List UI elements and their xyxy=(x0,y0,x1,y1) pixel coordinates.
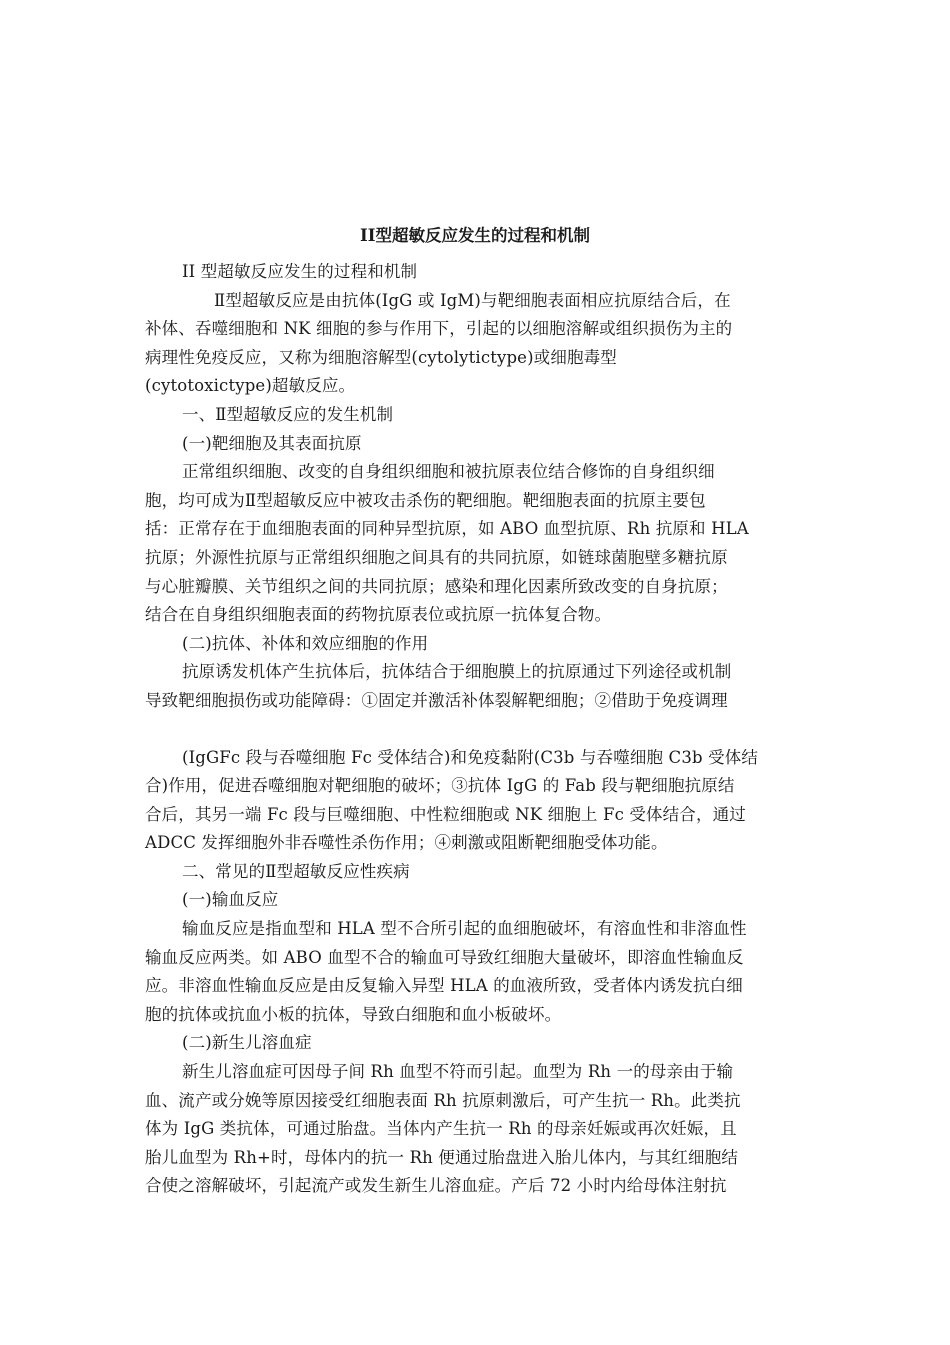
document-title: II型超敏反应发生的过程和机制 xyxy=(360,226,590,245)
paragraph-line: 胞的抗体或抗血小板的抗体，导致白细胞和血小板破坏。 xyxy=(145,1004,562,1024)
section-heading: 一、Ⅱ型超敏反应的发生机制 xyxy=(182,404,394,424)
paragraph-line: 抗原；外源性抗原与正常组织细胞之间具有的共同抗原，如链球菌胞壁多糖抗原 xyxy=(145,547,728,567)
paragraph-line: 病理性免疫反应，又称为细胞溶解型(cytolytictype)或细胞毒型 xyxy=(145,347,617,367)
paragraph-line: 胎儿血型为 Rh+时，母体内的抗一 Rh 便通过胎盘进入胎儿体内，与其红细胞结 xyxy=(145,1147,739,1167)
paragraph-line: 合)作用，促进吞噬细胞对靶细胞的破坏；③抗体 IgG 的 Fab 段与靶细胞抗原结 xyxy=(145,776,735,796)
paragraph-line: Ⅱ型超敏反应是由抗体(IgG 或 IgM)与靶细胞表面相应抗原结合后，在 xyxy=(214,290,731,310)
paragraph-line: 输血反应是指血型和 HLA 型不合所引起的血细胞破坏，有溶血性和非溶血性 xyxy=(182,919,747,939)
paragraph-line: 结合在自身组织细胞表面的药物抗原表位或抗原一抗体复合物。 xyxy=(145,605,612,625)
paragraph-line: 合使之溶解破坏，引起流产或发生新生儿溶血症。产后 72 小时内给母体注射抗 xyxy=(145,1176,727,1196)
paragraph-line: 与心脏瓣膜、关节组织之间的共同抗原；感染和理化因素所致改变的自身抗原； xyxy=(145,576,728,596)
paragraph-line: 括：正常存在于血细胞表面的同种异型抗原，如 ABO 血型抗原、Rh 抗原和 HLA xyxy=(145,519,749,539)
subsection-heading: (二)抗体、补体和效应细胞的作用 xyxy=(182,633,429,653)
paragraph-line: 输血反应两类。如 ABO 血型不合的输血可导致红细胞大量破坏，即溶血性输血反 xyxy=(145,947,744,967)
paragraph-line: 补体、吞噬细胞和 NK 细胞的参与作用下，引起的以细胞溶解或组织损伤为主的 xyxy=(145,319,733,339)
paragraph-line: 胞，均可成为Ⅱ型超敏反应中被攻击杀伤的靶细胞。靶细胞表面的抗原主要包 xyxy=(145,490,706,510)
paragraph-line: 体为 IgG 类抗体，可通过胎盘。当体内产生抗一 Rh 的母亲妊娠或再次妊娠，且 xyxy=(145,1119,737,1139)
paragraph-line: 抗原诱发机体产生抗体后，抗体结合于细胞膜上的抗原通过下列途径或机制 xyxy=(182,662,732,682)
paragraph-line: 导致靶细胞损伤或功能障碍：①固定并激活补体裂解靶细胞；②借助于免疫调理 xyxy=(145,690,728,710)
blank-gap xyxy=(145,716,805,744)
paragraph-line: 应。非溶血性输血反应是由反复输入异型 HLA 的血液所致，受者体内诱发抗白细 xyxy=(145,976,743,996)
subsection-heading: (一)输血反应 xyxy=(182,890,279,910)
subsection-heading: (一)靶细胞及其表面抗原 xyxy=(182,433,362,453)
paragraph-line: 血、流产或分娩等原因接受红细胞表面 Rh 抗原刺激后，可产生抗一 Rh。此类抗 xyxy=(145,1090,741,1110)
paragraph-line: 新生儿溶血症可因母子间 Rh 血型不符而引起。血型为 Rh 一的母亲由于输 xyxy=(182,1062,734,1082)
document-page xyxy=(145,222,805,1201)
paragraph-line: (cytotoxictype)超敏反应。 xyxy=(145,376,356,396)
paragraph-line: ADCC 发挥细胞外非吞噬性杀伤作用；④刺激或阻断靶细胞受体功能。 xyxy=(145,833,668,853)
section-heading: II 型超敏反应发生的过程和机制 xyxy=(182,262,418,281)
subsection-heading: (二)新生儿溶血症 xyxy=(182,1033,312,1053)
section-heading: 二、常见的Ⅱ型超敏反应性疾病 xyxy=(182,861,410,881)
paragraph-line: (IgGFc 段与吞噬细胞 Fc 受体结合)和免疫黏附(C3b 与吞噬细胞 C3b 受体结 xyxy=(182,747,759,767)
paragraph-line: 正常组织细胞、改变的自身组织细胞和被抗原表位结合修饰的自身组织细 xyxy=(182,462,715,482)
paragraph-line: 合后，其另一端 Fc 段与巨噬细胞、中性粒细胞或 NK 细胞上 Fc 受体结合，通过 xyxy=(145,804,746,824)
